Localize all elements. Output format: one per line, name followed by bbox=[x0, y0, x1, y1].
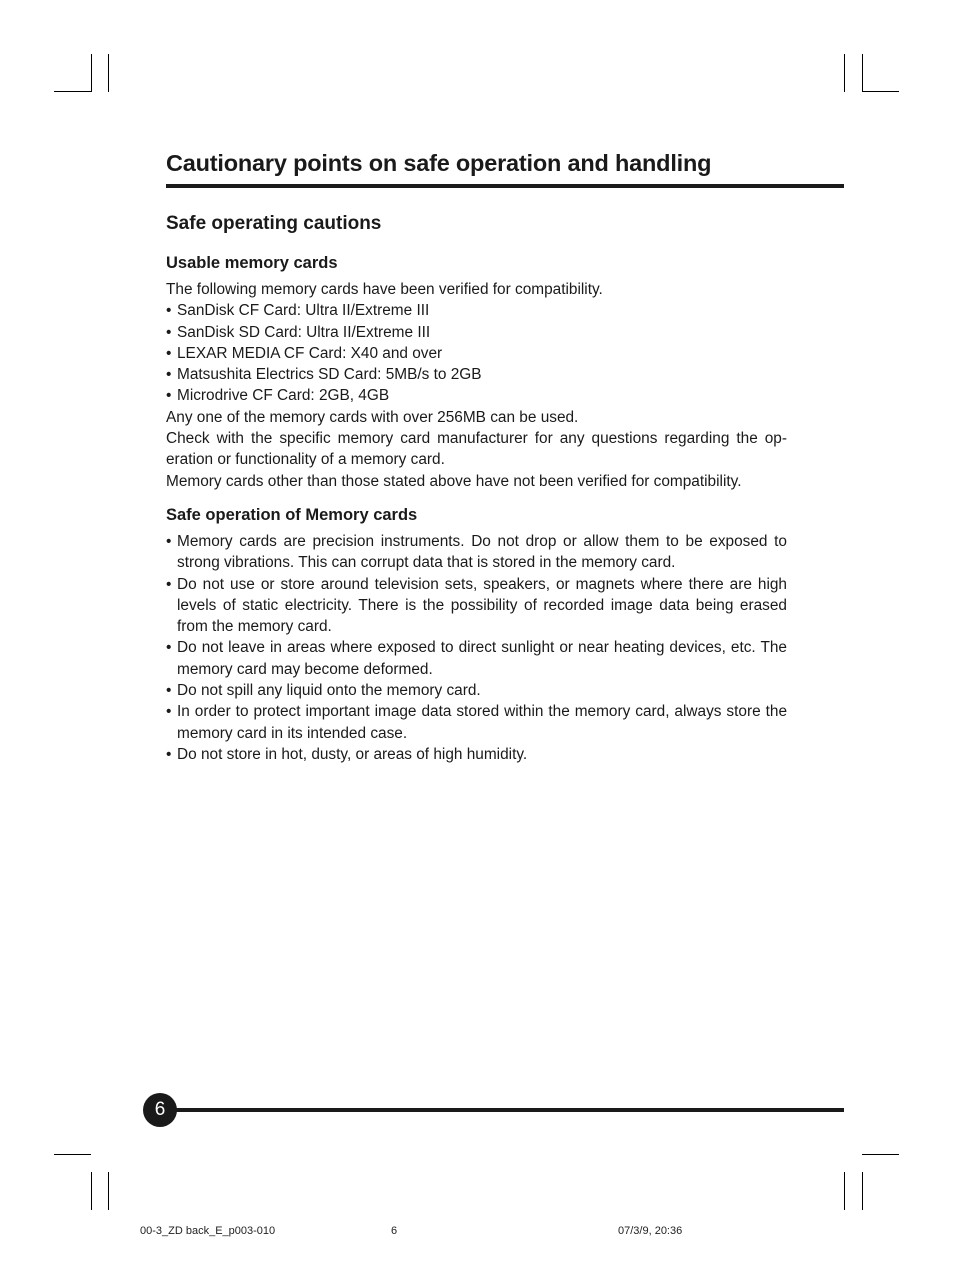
safe-operation-heading: Safe operation of Memory cards bbox=[166, 505, 418, 524]
crop-mark bbox=[844, 1172, 845, 1210]
content bbox=[166, 252, 787, 765]
crop-mark bbox=[862, 91, 899, 92]
bottom-rule bbox=[170, 1108, 844, 1112]
usable-cards-heading: Usable memory cards bbox=[166, 254, 338, 272]
usable-cards-list bbox=[166, 300, 787, 406]
crop-mark bbox=[91, 54, 92, 92]
list-item: • Do not leave in areas where exposed to direct sunlight or near heating devices, etc. The memory card may become deformed. bbox=[166, 637, 787, 680]
footer-page: 6 bbox=[391, 1225, 398, 1237]
list-item: • Microdrive CF Card: 2GB, 4GB bbox=[166, 385, 787, 406]
crop-mark bbox=[54, 91, 91, 92]
section-title: Safe operating cautions bbox=[166, 213, 382, 234]
list-item: • Do not store in hot, dusty, or areas of high humidity. bbox=[166, 744, 787, 765]
list-item: • Matsushita Electrics SD Card: 5MB/s to 2GB bbox=[166, 364, 787, 385]
note-paragraph: Check with the specific memory card manufacturer for any questions regarding the op-eration or functionality of a memory card. bbox=[166, 430, 787, 469]
list-item: • Do not use or store around television sets, speakers, or magnets where there are high levels of static electricity. There is the possibility of recorded image data being erased from the memory card. bbox=[166, 574, 787, 638]
list-item: • In order to protect important image data stored within the memory card, always store the memory card in its intended case. bbox=[166, 701, 787, 744]
note-paragraph: Any one of the memory cards with over 256MB can be used. bbox=[166, 408, 579, 426]
crop-mark bbox=[844, 54, 845, 92]
footer-timestamp: 07/3/9, 20:36 bbox=[618, 1225, 683, 1237]
crop-mark bbox=[91, 1172, 92, 1210]
list-item: • Memory cards are precision instruments. Do not drop or allow them to be exposed to strong vibrations. This can corrupt data that is stored in the memory card. bbox=[166, 531, 787, 574]
crop-mark bbox=[108, 1172, 109, 1210]
list-item: • LEXAR MEDIA CF Card: X40 and over bbox=[166, 343, 787, 364]
page-title: Cautionary points on safe operation and handling bbox=[166, 150, 712, 176]
list-item: • SanDisk SD Card: Ultra II/Extreme III bbox=[166, 322, 787, 343]
title-rule bbox=[166, 184, 844, 188]
note-paragraph: Memory cards other than those stated above have not been verified for compatibility. bbox=[166, 472, 742, 490]
safe-operation-list bbox=[166, 531, 787, 765]
crop-mark bbox=[54, 1154, 91, 1155]
crop-mark bbox=[862, 1172, 863, 1210]
list-item: • Do not spill any liquid onto the memory card. bbox=[166, 680, 787, 701]
crop-mark bbox=[862, 54, 863, 92]
page-number-badge: 6 bbox=[143, 1093, 177, 1127]
footer-file: 00-3_ZD back_E_p003-010 bbox=[140, 1225, 276, 1237]
crop-mark bbox=[108, 54, 109, 92]
crop-mark bbox=[862, 1154, 899, 1155]
list-item: • SanDisk CF Card: Ultra II/Extreme III bbox=[166, 300, 787, 321]
usable-cards-intro: The following memory cards have been verified for compatibility. bbox=[166, 281, 603, 298]
